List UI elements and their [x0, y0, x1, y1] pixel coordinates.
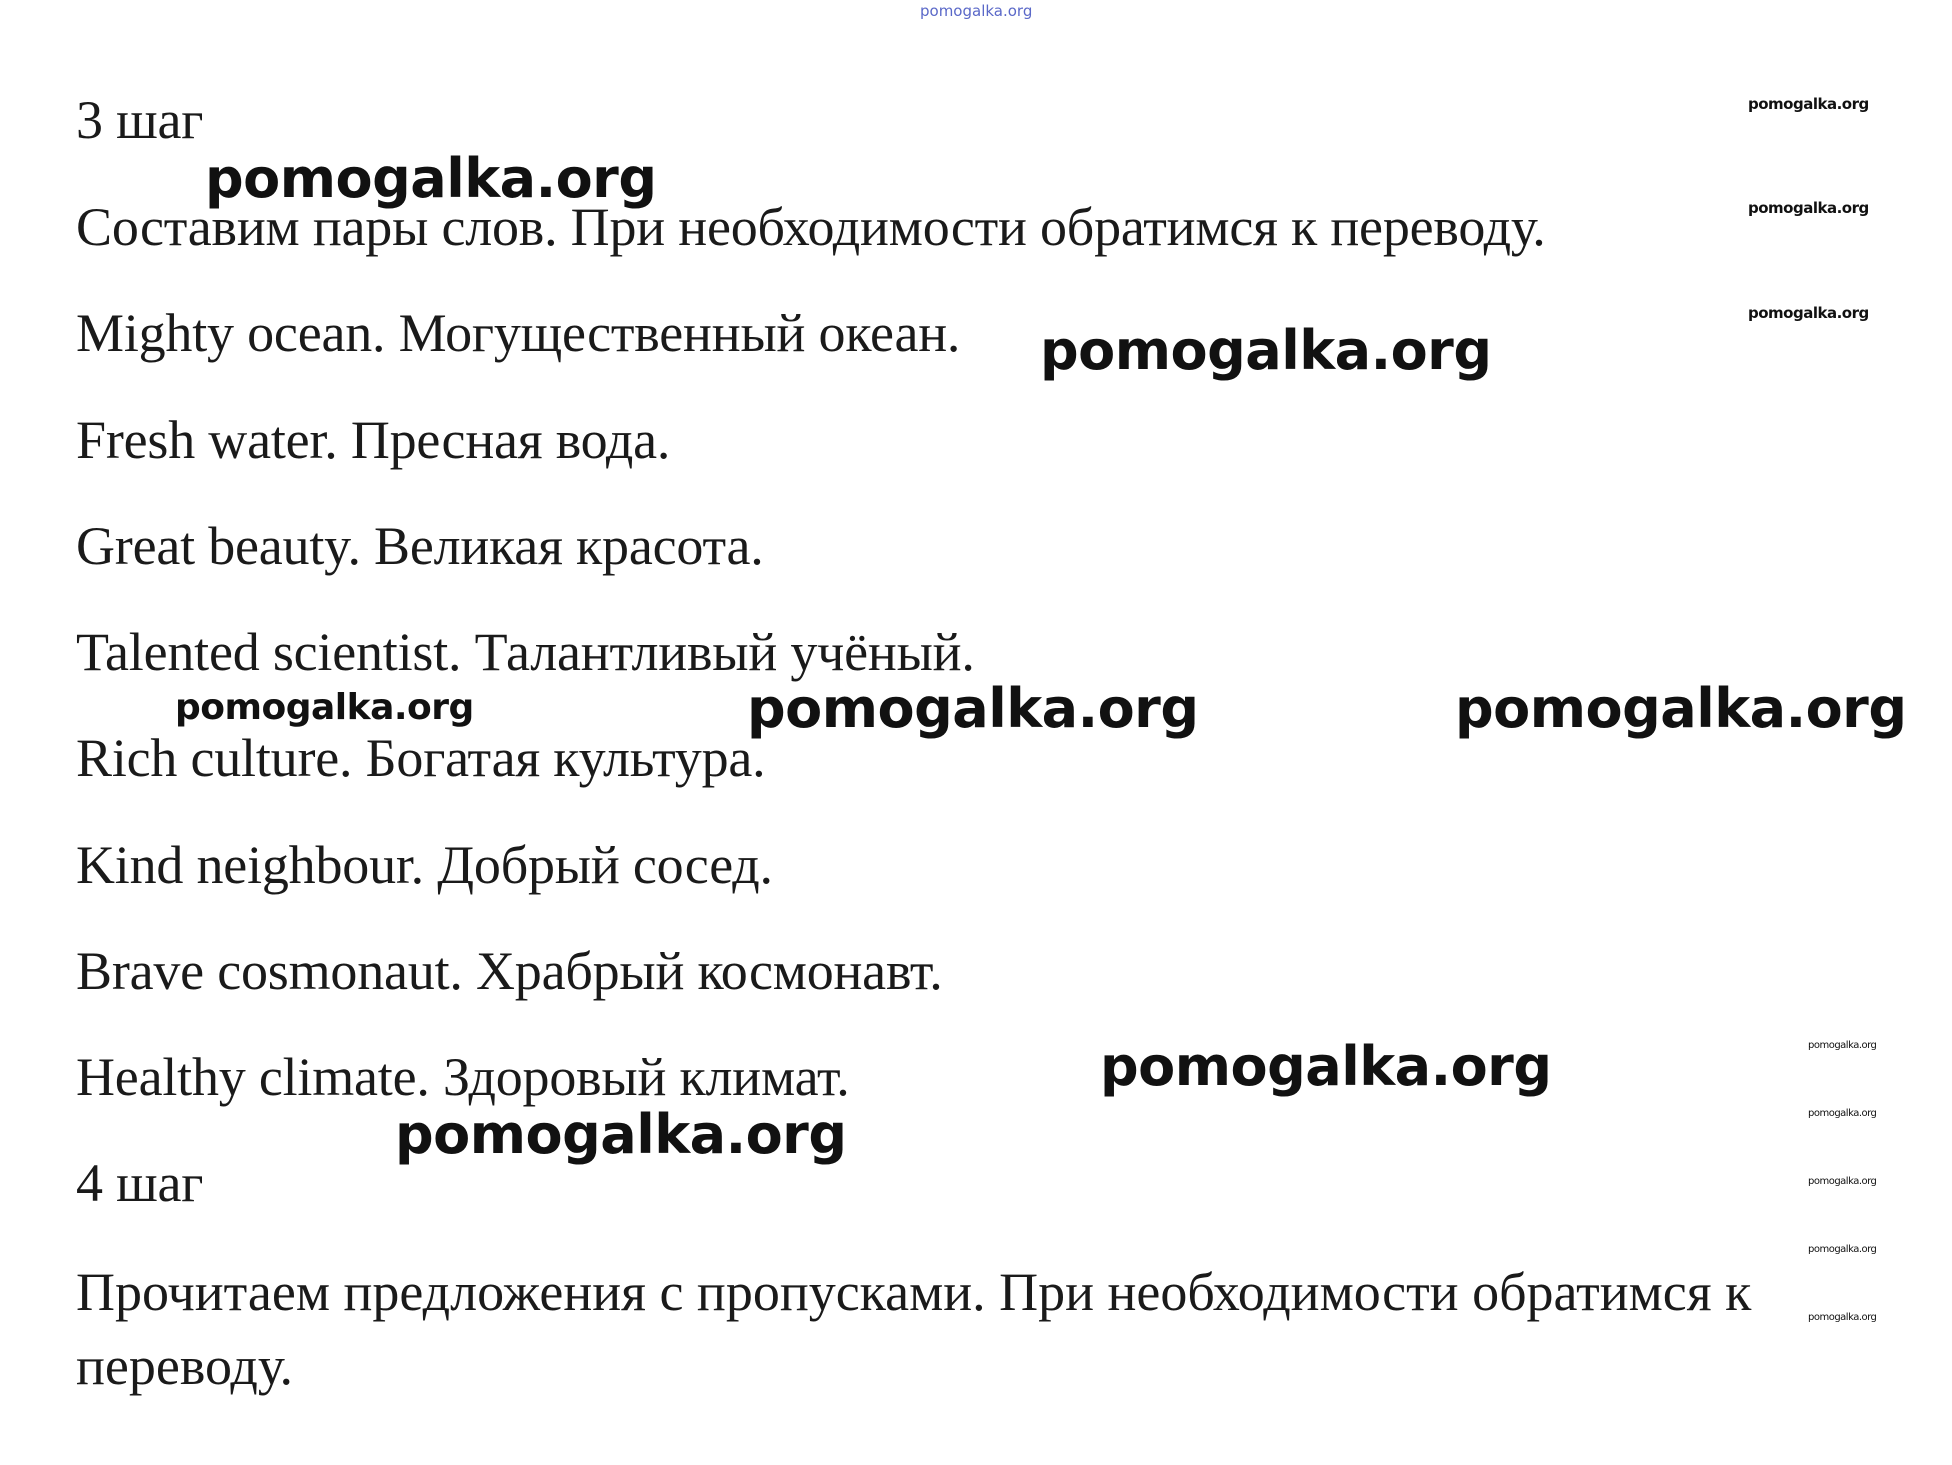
step4-heading: 4 шаг	[76, 1153, 204, 1213]
watermark: pomogalka.org	[1748, 95, 1869, 113]
watermark: pomogalka.org	[1748, 199, 1869, 217]
watermark: pomogalka.org	[205, 147, 657, 210]
step3-instruction: Составим пары слов. При необходимости обратимся к переводу.	[76, 197, 1546, 257]
header-watermark: pomogalka.org	[920, 2, 1033, 20]
step3-heading: 3 шаг	[76, 90, 204, 150]
pair-line: Mighty ocean. Могущественный океан.	[76, 303, 961, 363]
pair-line: Brave cosmonaut. Храбрый космонавт.	[76, 941, 943, 1001]
watermark: pomogalka.org	[1808, 1244, 1877, 1255]
watermark: pomogalka.org	[1455, 677, 1907, 740]
watermark: pomogalka.org	[1808, 1108, 1877, 1119]
watermark: pomogalka.org	[1808, 1176, 1877, 1187]
pair-line: Great beauty. Великая красота.	[76, 516, 764, 576]
pair-line: Rich culture. Богатая культура.	[76, 728, 766, 788]
pair-line: Kind neighbour. Добрый сосед.	[76, 835, 773, 895]
watermark: pomogalka.org	[1808, 1040, 1877, 1051]
watermark: pomogalka.org	[1748, 304, 1869, 322]
pair-line: Fresh water. Пресная вода.	[76, 410, 671, 470]
pair-line: Healthy climate. Здоровый климат.	[76, 1047, 850, 1107]
pair-line: Talented scientist. Талантливый учёный.	[76, 622, 975, 682]
watermark: pomogalka.org	[395, 1103, 847, 1166]
step4-instruction: Прочитаем предложения с пропусками. При необходимости обратимся к переводу.	[76, 1262, 1752, 1396]
watermark: pomogalka.org	[175, 687, 474, 728]
watermark: pomogalka.org	[1808, 1312, 1877, 1323]
watermark: pomogalka.org	[747, 677, 1199, 740]
watermark: pomogalka.org	[1040, 319, 1492, 382]
watermark: pomogalka.org	[1100, 1035, 1552, 1098]
